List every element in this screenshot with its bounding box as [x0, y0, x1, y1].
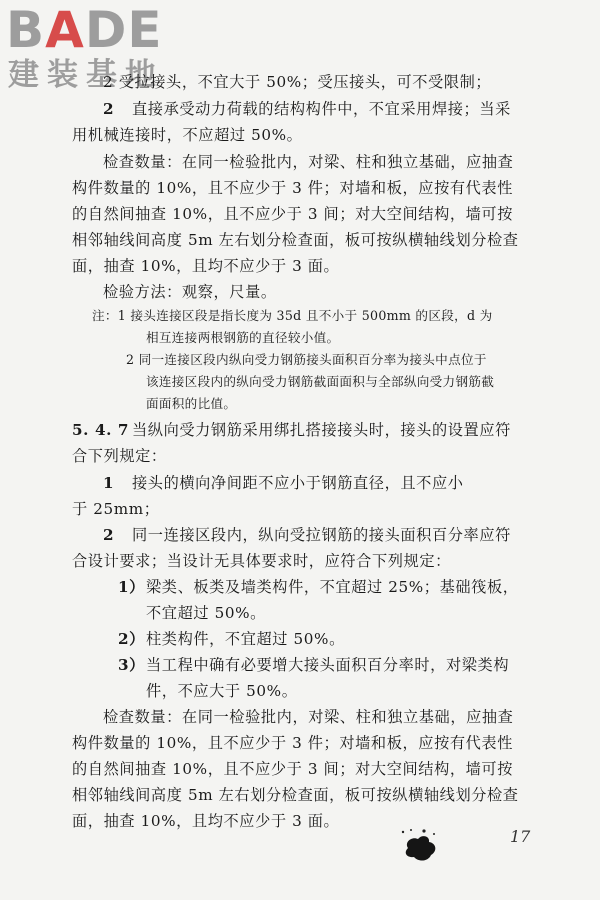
logo-wordmark: BADE — [6, 1, 163, 59]
text-line: 2 受拉接头，不宜大于 50%；受压接头，可不受限制； — [103, 73, 492, 91]
item-number: 1 — [103, 474, 115, 492]
text-line: 面，抽查 10%，且均不应少于 3 面。 — [72, 257, 340, 275]
text-line: 的自然间抽查 10%，且不应少于 3 间；对大空间结构，墙可按 — [72, 205, 514, 223]
text-line: 构件数量的 10%，且不应少于 3 件；对墙和板，应按有代表性 — [72, 179, 514, 197]
text-line: 用机械连接时，不应超过 50%。 — [72, 126, 303, 144]
note-line: 该连接区段内的纵向受力钢筋截面面积与全部纵向受力钢筋截 — [146, 374, 495, 389]
item-number: 2 — [103, 526, 115, 544]
text-line: 的自然间抽查 10%，且不应少于 3 间；对大空间结构，墙可按 — [72, 760, 514, 778]
text-line: 柱类构件，不宜超过 50%。 — [146, 630, 345, 648]
ink-smudge-icon — [398, 826, 444, 866]
text-line: 检查数量：在同一检验批内，对梁、柱和独立基础，应抽查 — [103, 708, 514, 726]
text-line: 于 25mm； — [72, 500, 160, 518]
sub-item-number: 2） — [118, 630, 145, 648]
text-line: 相邻轴线间高度 5m 左右划分检查面，板可按纵横轴线划分检查 — [72, 786, 519, 804]
note-line: 相互连接两根钢筋的直径较小值。 — [146, 330, 340, 345]
sub-item-number: 1） — [118, 578, 145, 596]
text-line: 接头的横向净间距不应小于钢筋直径，且不应小 — [132, 474, 464, 492]
sub-item-number: 3） — [118, 656, 145, 674]
item-number: 2 — [103, 100, 115, 118]
text-line: 当工程中确有必要增大接头面积百分率时，对梁类构 — [146, 656, 510, 674]
text-line: 合下列规定： — [72, 447, 167, 465]
text-line: 检验方法：观察，尺量。 — [103, 283, 277, 301]
text-line: 面，抽查 10%，且均不应少于 3 面。 — [72, 812, 340, 830]
text-line: 同一连接区段内，纵向受拉钢筋的接头面积百分率应符 — [132, 526, 511, 544]
page-number: 17 — [510, 827, 531, 846]
note-line: 注：1 接头连接区段是指长度为 35d 且不小于 500mm 的区段，d 为 — [92, 308, 493, 323]
text-line: 构件数量的 10%，且不应少于 3 件；对墙和板，应按有代表性 — [72, 734, 514, 752]
text-line: 相邻轴线间高度 5m 左右划分检查面，板可按纵横轴线划分检查 — [72, 231, 519, 249]
text-line: 梁类、板类及墙类构件，不宜超过 25%；基础筏板， — [146, 578, 519, 596]
text-line: 直接承受动力荷载的结构构件中，不宜采用焊接；当采 — [132, 100, 511, 118]
text-line: 当纵向受力钢筋采用绑扎搭接接头时，接头的设置应符 — [132, 421, 511, 439]
section-number: 5. 4. 7 — [72, 421, 130, 439]
text-line: 件，不应大于 50%。 — [146, 682, 298, 700]
note-line: 2 同一连接区段内纵向受力钢筋接头面积百分率为接头中点位于 — [126, 352, 487, 367]
logo-chinese-name: 建装基地 — [8, 57, 164, 93]
text-line: 合设计要求；当设计无具体要求时，应符合下列规定： — [72, 552, 451, 570]
note-line: 面面积的比值。 — [146, 396, 237, 411]
text-line: 检查数量：在同一检验批内，对梁、柱和独立基础，应抽查 — [103, 153, 514, 171]
text-line: 不宜超过 50%。 — [146, 604, 266, 622]
